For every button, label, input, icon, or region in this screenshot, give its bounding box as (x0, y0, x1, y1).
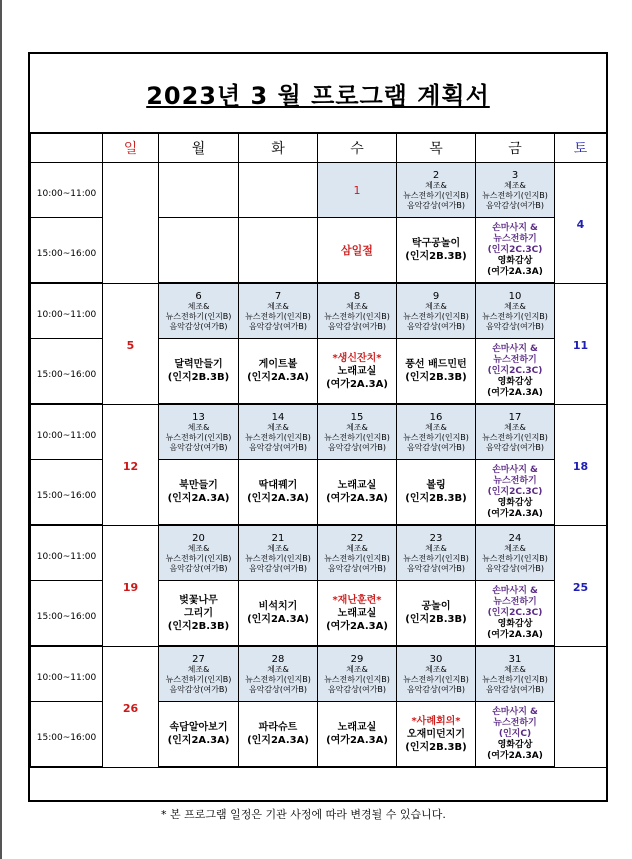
saturday-date: 25 (572, 581, 589, 594)
am-program-line: 체조& (504, 543, 526, 553)
am-program-line: 뉴스전하기(인지B) (245, 311, 311, 321)
pm-program-line: (인지2B.3B) (167, 620, 230, 632)
friday-program-line: 영화감상 (497, 376, 533, 387)
am-program-line: 뉴스전하기(인지B) (403, 432, 469, 442)
day-number: 17 (508, 411, 522, 423)
friday-program-line: 뉴스전하기 (493, 233, 537, 244)
saturday-cell (555, 283, 607, 404)
day-number: 28 (271, 653, 285, 665)
day-number: 6 (195, 290, 202, 302)
time-cell-am (31, 283, 103, 339)
day-number: 13 (192, 411, 205, 423)
pm-cell-wed (318, 581, 397, 647)
am-program-line: 뉴스전하기(인지B) (245, 553, 311, 563)
am-program-line: 음악감상(여가B) (327, 321, 387, 331)
am-cell-wed (318, 525, 397, 581)
am-program-line: 음악감상(여가B) (485, 563, 545, 573)
friday-program-line: 영화감상 (497, 497, 533, 508)
am-program-line: 뉴스전하기(인지B) (403, 674, 469, 684)
friday-program-line: 영화감상 (497, 255, 533, 266)
day-number: 27 (192, 653, 205, 665)
pm-program-line: 풍선 배드민턴 (405, 359, 467, 370)
am-program-line: 체조& (425, 422, 447, 432)
sunday-cell (103, 646, 159, 767)
header-friday: 금 (476, 133, 555, 163)
pm-program-line: (인지2A.3A) (247, 614, 309, 625)
pm-program-line: 탁구공놀이 (411, 238, 461, 249)
header-time-cell (31, 133, 103, 163)
am-program-line: 뉴스전하기(인지B) (482, 432, 548, 442)
time-cell-pm (31, 339, 103, 405)
am-program-line: 음악감상(여가B) (169, 563, 228, 573)
am-program-line: 뉴스전하기(인지B) (482, 190, 548, 200)
week-2-am-row (31, 283, 607, 339)
sunday-cell (103, 525, 159, 646)
am-program-line: 음악감상(여가B) (327, 684, 387, 694)
time-cell-am (31, 163, 103, 218)
am-program-line: 음악감상(여가B) (248, 442, 308, 452)
am-program-line: 음악감상(여가B) (406, 442, 466, 452)
event-highlight: *재난훈련* (332, 594, 382, 606)
am-program-line: 뉴스전하기(인지B) (324, 432, 390, 442)
am-cell-tue (239, 646, 318, 702)
am-program-line: 음악감상(여가B) (248, 684, 308, 694)
am-cell-fri (476, 283, 555, 339)
pm-program-line: 그리기 (184, 607, 213, 619)
pm-cell-thu (397, 581, 476, 647)
am-program-line: 음악감상(여가B) (169, 321, 228, 331)
am-program-line: 뉴스전하기(인지B) (403, 190, 469, 200)
am-cell-thu (397, 404, 476, 460)
sunday-date: 12 (122, 460, 139, 473)
friday-program-line: 손마사지 & (492, 585, 538, 596)
am-program-line: 뉴스전하기(인지B) (324, 311, 390, 321)
am-program-line: 뉴스전하기(인지B) (482, 674, 548, 684)
saturday-date: 4 (576, 218, 585, 232)
am-program-line: 뉴스전하기(인지B) (245, 674, 311, 684)
time-label: 15:00~16:00 (36, 490, 97, 501)
friday-program-line: (여가2A.3A) (487, 629, 543, 640)
pm-cell-wed (318, 339, 397, 405)
header-tuesday: 화 (239, 133, 318, 163)
sunday-date: 26 (122, 702, 139, 715)
pm-program-line: (인지2B.3B) (405, 372, 467, 383)
footer-note: * 본 프로그램 일정은 기관 사정에 따라 변경될 수 있습니다. (161, 808, 446, 821)
pm-cell-mon (159, 581, 239, 647)
time-label: 10:00~11:00 (36, 430, 97, 441)
pm-cell-fri (476, 581, 555, 647)
time-cell-am (31, 525, 103, 581)
am-cell-thu (397, 525, 476, 581)
friday-program-line: (인지2C.3C) (487, 244, 543, 255)
saturday-cell (555, 646, 607, 767)
am-program-line: 뉴스전하기(인지B) (324, 674, 390, 684)
pm-program-line: 볼링 (426, 480, 446, 491)
friday-program-line: (여가2A.3A) (487, 508, 543, 519)
saturday-cell (555, 525, 607, 646)
am-program-line: 뉴스전하기(인지B) (165, 432, 232, 442)
am-program-line: 뉴스전하기(인지B) (324, 553, 390, 563)
pm-program-line: (인지2B.3B) (405, 741, 467, 753)
day-number: 8 (353, 290, 361, 302)
am-program-line: 음악감상(여가B) (248, 321, 308, 331)
am-cell-thu (397, 646, 476, 702)
sunday-cell (103, 163, 159, 284)
am-program-line: 뉴스전하기(인지B) (482, 311, 548, 321)
sunday-date: 5 (126, 339, 135, 352)
event-highlight: *사례회의* (411, 715, 461, 727)
am-program-line: 체조& (504, 301, 526, 311)
am-cell-mon (159, 163, 239, 218)
am-program-line: 체조& (425, 180, 447, 190)
pm-program-line: (여가2A.3A) (326, 735, 388, 746)
pm-program-line: 노래교실 (337, 607, 377, 619)
title-row (30, 54, 606, 134)
pm-program-line: 노래교실 (337, 365, 377, 377)
pm-cell-tue (239, 702, 318, 768)
pm-program-line: (인지2A.3A) (247, 372, 309, 383)
am-cell-fri (476, 163, 555, 218)
pm-cell-fri (476, 218, 555, 284)
friday-program-line: 뉴스전하기 (493, 475, 537, 486)
pm-cell-mon (159, 339, 239, 405)
am-program-line: 뉴스전하기(인지B) (403, 311, 469, 321)
time-label: 10:00~11:00 (36, 309, 97, 320)
am-cell-tue (239, 163, 318, 218)
day-number: 2 (432, 169, 440, 181)
pm-cell-thu (397, 218, 476, 284)
day-number: 1 (353, 183, 361, 197)
am-program-line: 체조& (504, 664, 526, 674)
pm-program-line: 파라슈트 (258, 722, 298, 733)
pm-program-line: (인지2B.3B) (405, 614, 467, 625)
am-program-line: 체조& (504, 180, 526, 190)
pm-program-line: 달력만들기 (174, 359, 223, 370)
am-program-line: 체조& (425, 301, 447, 311)
time-label: 15:00~16:00 (36, 248, 97, 259)
am-program-line: 음악감상(여가B) (485, 321, 545, 331)
am-cell-wed (318, 163, 397, 218)
pm-cell-mon (159, 702, 239, 768)
am-cell-fri (476, 404, 555, 460)
page-left-rule (0, 0, 2, 859)
am-cell-wed (318, 283, 397, 339)
header-thursday: 목 (397, 133, 476, 163)
friday-program-line: (인지2C.3C) (487, 607, 543, 618)
am-program-line: 음악감상(여가B) (327, 442, 387, 452)
time-cell-pm (31, 218, 103, 284)
event-highlight: *생신잔치* (332, 352, 382, 364)
pm-program-line: 공놀이 (421, 601, 451, 612)
week-4-am-row (31, 525, 607, 581)
saturday-date: 18 (572, 460, 589, 473)
time-label: 15:00~16:00 (36, 732, 97, 743)
am-cell-mon (159, 283, 239, 339)
am-program-line: 뉴스전하기(인지B) (245, 432, 311, 442)
day-number: 31 (508, 653, 522, 665)
am-cell-tue (239, 525, 318, 581)
pm-cell-fri (476, 460, 555, 526)
pm-cell-tue (239, 218, 318, 284)
week-1-am-row (31, 163, 607, 218)
pm-program-line: (인지2A.3A) (247, 493, 309, 504)
am-program-line: 체조& (504, 422, 526, 432)
pm-cell-wed (318, 702, 397, 768)
time-cell-pm (31, 702, 103, 768)
time-label: 15:00~16:00 (36, 611, 97, 622)
am-cell-fri (476, 646, 555, 702)
pm-program-line: (여가2A.3A) (326, 378, 388, 390)
day-number: 15 (350, 411, 364, 423)
weekday-header-row (31, 133, 607, 163)
sunday-date: 19 (122, 581, 139, 594)
am-program-line: 체조& (187, 543, 210, 553)
am-program-line: 체조& (346, 422, 368, 432)
pm-cell-fri (476, 702, 555, 768)
day-number: 14 (271, 411, 285, 423)
week-3-am-row (31, 404, 607, 460)
am-program-line: 뉴스전하기(인지B) (403, 553, 469, 563)
am-program-line: 체조& (267, 664, 289, 674)
pm-program-line: (인지2A.3A) (167, 493, 230, 504)
am-program-line: 음악감상(여가B) (406, 321, 466, 331)
pm-cell-thu (397, 460, 476, 526)
sunday-cell (103, 283, 159, 404)
friday-program-line: (여가2A.3A) (487, 750, 543, 761)
am-program-line: 뉴스전하기(인지B) (482, 553, 548, 563)
am-cell-fri (476, 525, 555, 581)
am-program-line: 음악감상(여가B) (485, 442, 545, 452)
am-cell-mon (159, 525, 239, 581)
pm-program-line: (인지2B.3B) (167, 372, 230, 383)
program-calendar (30, 132, 607, 768)
friday-program-line: 손마사지 & (492, 706, 538, 717)
am-program-line: 체조& (267, 301, 289, 311)
header-wednesday: 수 (318, 133, 397, 163)
saturday-date: 11 (572, 339, 589, 352)
friday-program-line: (여가2A.3A) (487, 266, 543, 277)
am-cell-thu (397, 163, 476, 218)
pm-cell-thu (397, 339, 476, 405)
am-program-line: 체조& (346, 664, 368, 674)
pm-cell-thu (397, 702, 476, 768)
day-number: 3 (511, 169, 519, 181)
pm-program-line: 벚꽃나무 (179, 594, 218, 606)
am-program-line: 체조& (425, 664, 447, 674)
am-cell-mon (159, 404, 239, 460)
friday-program-line: 영화감상 (497, 618, 533, 629)
pm-program-line: (인지2B.3B) (405, 493, 467, 504)
pm-program-line: 북만들기 (179, 480, 218, 491)
time-label: 15:00~16:00 (36, 369, 97, 380)
am-program-line: 체조& (425, 543, 447, 553)
friday-program-line: 뉴스전하기 (493, 596, 537, 607)
saturday-cell (555, 404, 607, 525)
am-program-line: 음악감상(여가B) (406, 684, 466, 694)
am-program-line: 체조& (267, 422, 289, 432)
header-sunday: 일 (103, 133, 159, 163)
pm-program-line: 비석치기 (258, 601, 298, 612)
am-program-line: 체조& (187, 422, 210, 432)
am-program-line: 뉴스전하기(인지B) (165, 553, 232, 563)
time-label: 10:00~11:00 (36, 672, 97, 683)
page-title: 2023년 3 월 프로그램 계획서 (146, 81, 490, 110)
pm-program-line: 노래교실 (337, 722, 377, 733)
am-program-line: 음악감상(여가B) (406, 563, 466, 573)
am-program-line: 체조& (346, 301, 368, 311)
pm-program-line: 노래교실 (337, 480, 377, 491)
friday-program-line: (인지2C.3C) (487, 365, 543, 376)
pm-program-line: 게이트볼 (258, 359, 298, 370)
day-number: 22 (350, 532, 364, 544)
am-cell-mon (159, 646, 239, 702)
friday-program-line: 손마사지 & (492, 343, 538, 354)
friday-program-line: 손마사지 & (492, 464, 538, 475)
am-cell-tue (239, 404, 318, 460)
am-program-line: 음악감상(여가B) (327, 563, 387, 573)
time-cell-am (31, 646, 103, 702)
pm-cell-tue (239, 339, 318, 405)
schedule-frame (28, 52, 608, 802)
time-label: 10:00~11:00 (36, 188, 97, 199)
holiday-label: 삼일절 (341, 244, 373, 257)
am-program-line: 음악감상(여가B) (485, 200, 545, 210)
friday-program-line: 뉴스전하기 (493, 354, 537, 365)
time-label: 10:00~11:00 (36, 551, 97, 562)
pm-cell-mon (159, 460, 239, 526)
sunday-cell (103, 404, 159, 525)
header-saturday: 토 (555, 133, 607, 163)
am-program-line: 체조& (187, 664, 210, 674)
am-cell-thu (397, 283, 476, 339)
friday-program-line: 영화감상 (497, 739, 533, 750)
day-number: 23 (429, 532, 443, 544)
day-number: 9 (432, 290, 440, 302)
pm-program-line: (여가2A.3A) (326, 620, 388, 632)
pm-cell-wed (318, 218, 397, 284)
pm-program-line: 딱대꿰기 (258, 480, 298, 491)
pm-cell-tue (239, 581, 318, 647)
pm-cell-mon (159, 218, 239, 284)
header-monday: 월 (159, 133, 239, 163)
am-program-line: 뉴스전하기(인지B) (165, 674, 232, 684)
day-number: 20 (192, 532, 205, 544)
day-number: 16 (429, 411, 443, 423)
am-program-line: 체조& (346, 543, 368, 553)
time-cell-am (31, 404, 103, 460)
am-program-line: 체조& (267, 543, 289, 553)
am-program-line: 뉴스전하기(인지B) (165, 311, 232, 321)
am-program-line: 음악감상(여가B) (406, 200, 466, 210)
friday-program-line: 뉴스전하기 (493, 717, 537, 728)
friday-program-line: (여가2A.3A) (487, 387, 543, 398)
am-cell-wed (318, 646, 397, 702)
am-cell-tue (239, 283, 318, 339)
pm-cell-tue (239, 460, 318, 526)
day-number: 7 (274, 290, 282, 302)
am-program-line: 음악감상(여가B) (169, 442, 228, 452)
friday-program-line: (인지2C.3C) (487, 486, 543, 497)
time-cell-pm (31, 460, 103, 526)
pm-cell-fri (476, 339, 555, 405)
pm-program-line: 속담알아보기 (169, 722, 228, 733)
am-program-line: 음악감상(여가B) (485, 684, 545, 694)
week-5-am-row (31, 646, 607, 702)
day-number: 10 (508, 290, 522, 302)
am-program-line: 음악감상(여가B) (248, 563, 308, 573)
am-cell-wed (318, 404, 397, 460)
pm-program-line: (인지2B.3B) (405, 251, 467, 262)
day-number: 30 (429, 653, 443, 665)
time-cell-pm (31, 581, 103, 647)
saturday-cell (555, 163, 607, 284)
pm-program-line: (인지2A.3A) (247, 735, 309, 746)
pm-cell-wed (318, 460, 397, 526)
day-number: 21 (271, 532, 285, 544)
day-number: 29 (350, 653, 364, 665)
am-program-line: 체조& (187, 301, 210, 311)
pm-program-line: 오재미던지기 (407, 728, 465, 740)
pm-program-line: (인지2A.3A) (167, 735, 230, 746)
day-number: 24 (508, 532, 522, 544)
am-program-line: 음악감상(여가B) (169, 684, 228, 694)
friday-program-line: (인지C) (498, 728, 532, 739)
pm-program-line: (여가2A.3A) (326, 493, 388, 504)
friday-program-line: 손마사지 & (492, 222, 538, 233)
